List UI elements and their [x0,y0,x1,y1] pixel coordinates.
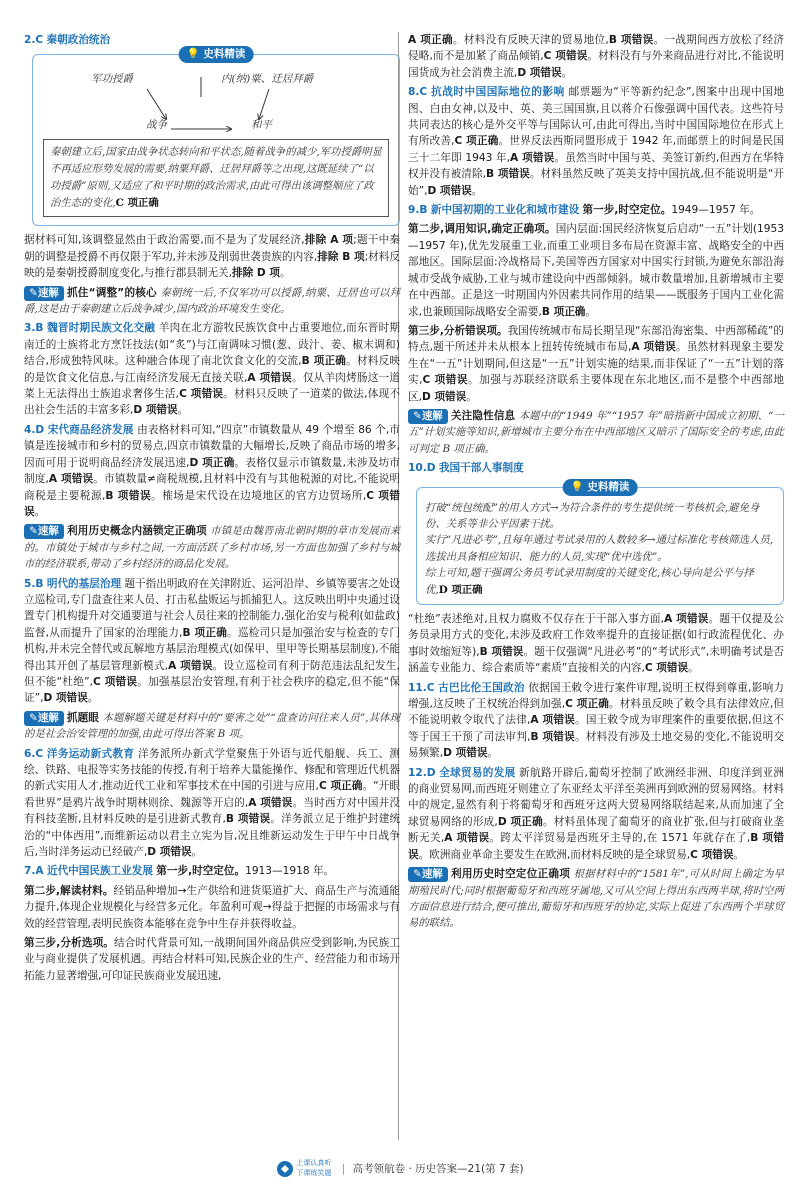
q3-t4: 。材料只反映了一道菜的做法,体现不出社会生活的丰富多彩, [24,388,401,417]
q5-tip-badge: ✎速解 [24,711,64,726]
q12-t5: 。 [733,848,745,861]
q2-number: 2.C [24,34,44,46]
q7-number: 7.A [24,865,44,878]
q12-r4: C 项错误 [690,848,734,861]
q6-t5: 。 [191,846,203,859]
q10 [408,460,784,476]
q12-tip-badge-text: 速解 [421,868,443,881]
q4-text: 由表格材料可知,“四京”市镇数量从 49 个增至 86 个,市镇是连接城市和乡村的贸易点,四京市镇数量的大幅增长,反映了商品市场的增多,因而可用于说明商品经济发展迅速, [24,423,401,469]
q12-text: 新航路开辟后,葡萄牙控制了欧洲经非洲、印度洋到亚洲的商业贸易网,而西班牙则建立了东亚经太平洋至美洲再到欧洲的贸易网络。材料中的规定,显然有利于将葡萄牙和西班牙这两大贸易网络联结起来,从而加速了全球贸易网络的形成, [408,766,784,828]
q9-tip-badge-text: 速解 [421,409,443,422]
q2-reading-box [32,48,400,226]
q9-step2-text: 国内层面:国民经济恢复后启动“一五”计划(1953—1957 年),优先发展重工业,而重工业项目多布局在资源丰富、战略安全的中西部地区。国际层面:冷战格局下,美国等西方国家对中国实行封锁,为避免东部沿海城市受战争威胁,工业与城市建设向中西部倾斜。城市数量增加,且新增城市主要在中西部。正是这一时期国内外因素共同作用的结果——既服务于国内工业化需求,也兼顾国际战略安全需要, [408,223,784,318]
q12-t4: 。欧洲商业革命主要发生在欧洲,而材料反映的是全球贸易, [418,848,691,861]
q2-hand-text: 秦朝建立后,国家由战争状态转向和平状态,随着战争的减少,军功授爵明显不再适应形势发展的需要,纳粟拜爵、迁居拜爵等之出现,这既延续了“以功授爵”原则,又适应了和平时期的政治需求,由此可得出该调整顺应了政治生态的变化, [50,146,383,210]
q6-text: 洋务派所办新式学堂聚焦于外语与近代船舰、兵工、测绘、铁路、电报等实务技能的传授,有利于培养大量能操作、修配和管理近代机器的新式实用人才,推动近代工业和军事技术在中国的引进与应用, [24,747,401,793]
q12 [408,765,784,863]
q10-r2: B 项错误 [479,645,524,658]
q8-t4: 。材料虽然反映了英美支持中国抗战,但不能说明是“开始”, [408,168,785,197]
q8-r2: A 项错误 [510,151,555,164]
q4-tip-badge-text: 速解 [37,525,59,538]
q9 [408,202,784,218]
q4 [24,422,400,520]
q9-step1: 第一步,时空定位。 [582,204,672,217]
q3-r4: D 项错误 [133,404,178,417]
q7-step2-head: 第二步,解读材料。 [24,884,114,897]
q5 [24,576,400,707]
q10-hand-2: 实行“凡进必考”,且每年通过考试录用的人数较多→通过标准化考核筛选人员,选拔出具备相应知识、能力的人员,实现“优中选优”。 [425,534,774,563]
q12-t3: 。跨太平洋贸易是西班牙主导的,在 1571 年就存在了, [489,832,751,845]
diag-mid-node: 内(纳)粟、迁居拜爵 [221,73,314,86]
right-column [408,32,784,935]
q10-number: 10.D [408,462,436,475]
q3-r3: C 项错误 [179,388,224,401]
q4-t4: 。榷场是宋代设在边境地区的官方边贸场所, [151,489,367,502]
diag-bottom-left-node: 战争 [146,119,167,132]
q8-text: 邮票题为“平等新约纪念”,图案中出现中国地图、白由女神,以及中、英、美三国国旗,且以蒋介石像强调中国代表。这些符号共同表达的核心是外交平等与国际认可,由此可得出,当时中国国际地位在形式上有所改善, [408,86,785,148]
publisher-logo [276,1158,330,1180]
q7-t4: 。材料没有与外来商品进行对比,不能说明国货成为社会消费主流, [408,50,784,79]
q5-r4: D 项错误 [43,692,88,705]
q4-number: 4.D [24,423,45,436]
q9-tip [408,408,784,457]
q12-tip-head: 利用历史时空定位正确项 [450,868,571,881]
left-column [24,32,400,987]
q7-step2-text: 经销品种增加→生产供给和进货渠道扩大、商品生产与流通能力提升,体现企业规模化与经营多元化。年盈利可观→得益于把握的市场需求与有效的经营管理,表明民族资本能够在竞争中生存并获得收益。 [24,884,401,930]
q10-t2: 。题干仅提及公务员录用方式的变化,未涉及政府工作效率提升的直接证据(如行政流程优化、办事时效缩短等), [408,613,785,658]
q7-r1: A 项正确 [408,34,453,46]
q2-badge-text: 史料精读 [203,48,246,61]
q2-topic: 秦朝政治统治 [46,34,111,46]
q9-t3: 。加强与苏联经济联系主要体现在东北地区,而不是整个中西部地区, [408,374,784,403]
q9-tip-badge: ✎速解 [408,409,448,424]
q4-tip-head: 利用历史概念内涵锁定正确项 [66,525,207,538]
q2-reading-box-text [43,139,389,217]
q12-tip [408,866,784,932]
q2-p1f: 排除 D 项 [232,267,280,280]
q11-topic: 古巴比伦王国政治 [438,681,525,694]
q12-t2: 。材料虽体现了葡萄牙的商业扩张,但与打破商业垄断无关, [408,815,784,845]
q6 [24,746,400,861]
q2-p1c: ;题干中秦朝的调整是授爵不再仅限于军功,并未涉及削弱世袭贵族的内容, [24,234,400,263]
q2-tip-text: 秦朝统一后,不仅军功可以授爵,纳粟、迁居也可以拜爵,这是由于秦朝建立后战争减少,国内政治环境发生变化。 [24,286,400,316]
q6-r2: A 项错误 [248,796,293,809]
q8-topic: 抗战时中国国际地位的影响 [431,86,565,99]
footer-text: 高考领航卷 · 历史答案—21(第 7 套) [352,1163,524,1175]
q5-tip [24,710,400,743]
q8 [408,84,784,199]
q7-step3-head: 第三步,分析选项。 [24,937,115,950]
q12-r3: B 项错误 [408,832,784,861]
logo-icon [276,1160,294,1178]
q10-text: “杜绝”表述绝对,且权力腐败不仅存在于干部入事方面, [408,613,665,625]
q12-r1: D 项正确 [497,815,543,828]
q6-r1: C 项正确 [318,780,363,793]
q10-t4: 。 [688,662,699,675]
q5-number: 5.B [24,577,44,590]
q9-tip-text: 本题中的“1949 年”“1957 年”暗指新中国成立初期、“一五”计划实施等知识,新增城市主要分布在中西部地区又暗示了国际安全的考虑,由此可判定 B 项正确。 [408,409,784,455]
q11-number: 11.C [408,681,435,694]
q10-r1: A 项错误 [664,613,709,625]
q9-r1: A 项错误 [631,341,677,354]
q4-topic: 宋代商品经济发展 [47,423,134,436]
q11-t5: 。 [487,747,499,760]
q7-step1: 第一步,时空定位。 [156,865,246,878]
q6-t3: 。当时西方对中国并没有科技垄断,且材料反映的是引进新式教育, [24,796,401,826]
q2-explain [24,232,400,281]
q5-t3: 。设立巡检司有利于防范违法乱纪发生,但不能“杜绝”, [24,659,400,688]
q4-tip-text: 市镇是由魏晋南北朝时期的草市发展而来的。市镇处于城市与乡村之间,一方面活跃了乡村市场,另一方面也加强了乡村与城市的经济联系,带动了乡村经济的商品化发展。 [24,525,401,571]
q4-t3: 。市镇数量≠商税规模,且材料中没有与其他税源的对比,不能说明商税是主要税源, [24,473,400,502]
q9-number: 9.B [408,204,428,217]
q2-tip-badge-text: 速解 [37,286,59,299]
q10-hand-3-end: D 项正确 [438,583,483,596]
diag-left-node: 军功授爵 [91,73,133,86]
q8-r4: D 项错误 [427,184,472,197]
q9-r3: D 项错误 [421,390,467,403]
q2-p1b: 排除 A 项 [304,234,354,247]
q10-reading-box [416,480,784,605]
q3 [24,320,400,418]
q7-r4: D 项错误 [517,66,562,79]
q10-badge-text: 史料精读 [587,480,630,493]
q9-r2: C 项错误 [422,374,469,387]
q4-r2: A 项错误 [48,473,94,486]
q12-topic: 全球贸易的发展 [439,766,516,779]
q5-tip-head: 抓题眼 [66,711,99,724]
q5-r1: B 项正确 [182,626,228,639]
q9-step3 [408,323,784,405]
q11-t4: 。材料没有涉及土地交易的变化,不能说明交易频繁, [408,730,784,760]
q12-r2: A 项错误 [444,832,490,845]
q9-r0: B 项正确 [541,305,586,318]
q2-hand-end: C 项正确 [115,197,159,210]
q11-t2: 。材料虽反映了敕令具有法律效应,但不能说明敕令取代了法律, [408,698,784,727]
q7-cont [408,32,784,81]
q3-r1: B 项正确 [301,355,347,368]
q12-number: 12.D [408,766,436,779]
q9-topic: 新中国初期的工业化和城市建设 [430,204,580,217]
q2-tip [24,285,400,318]
q8-t2: 。世界反法西斯同盟形成于 1942 年,而邮票上的时间是民国三十二年即 1943 年, [408,135,785,164]
q5-r2: A 项错误 [168,659,213,672]
q5-tip-badge-text: 速解 [37,711,59,724]
q5-t5: 。 [87,692,99,705]
q9-t2: 。虽然材料现象主要发生在“一五”计划期间,但这是“一五”计划实施的结果,而非保证了“一五”计划的落实, [408,341,785,387]
q9-step1-text: 1949—1957 年。 [671,204,761,217]
q7-t2: 。材料没有反映天津的贸易地位, [452,34,609,46]
diag-bottom-right-node: 和平 [251,119,272,132]
q2-p1d: 排除 B 项 [317,250,365,263]
q10-reading-badge: 💡 史料精读 [563,479,638,496]
q3-topic: 魏晋时期民族文化交融 [47,322,156,335]
q3-t2: 。材料反映的是饮食文化信息,与江南经济发展无直接关联, [24,355,401,384]
q3-number: 3.B [24,322,44,335]
q10-topic: 我国干部人事制度 [438,462,524,475]
q8-t5: 。 [471,184,483,197]
q3-t5: 。 [177,404,189,417]
q2-tip-badge: ✎速解 [24,286,64,301]
logo-line1: 上课认真听 [296,1159,332,1167]
q9-step3-head: 第三步,分析错误项。 [408,324,508,337]
q8-number: 8.C [408,86,428,99]
q3-t3: 。仅从羊肉烤肠这一道菜上无法得出士族追求奢侈生活, [24,371,401,401]
q4-t5: 。 [34,505,46,518]
q10-hand-1: 打破“统包统配”的用人方式→为符合条件的考生提供统一考核机会,避免身份、关系等非公平因素干扰。 [425,501,760,530]
q7-t3: 。一战期间西方放松了经济侵略,而不是加紧了商品倾销, [408,34,785,63]
q10-r3: C 项错误 [644,662,689,675]
q2-diagram [51,67,381,135]
q6-number: 6.C [24,747,44,760]
q9-step2 [408,221,784,319]
q6-r4: D 项错误 [147,846,192,859]
q6-t2: 。“开眼看世界”是鸦片战争时期林则徐、魏源等开启的, [24,780,401,809]
page-footer [0,1158,800,1180]
q11-r2: A 项错误 [530,714,576,727]
q5-tip-text: 本题解题关键是材料中的“要害之处”“盘查访问往来人员”,其体现的是社会治安管理的加强,由此可得出答案 B 项。 [24,711,400,741]
q2-tip-head: 抓住“调整”的核心 [66,286,157,299]
q2-reading-badge: 💡 史料精读 [179,46,254,63]
q6-topic: 洋务运动新式教育 [46,747,135,760]
q4-tip [24,523,400,572]
q11-t3: 。国王敕令成为审理案件的重要依据,但这不等于国王干预了司法审判, [408,714,785,743]
q12-tip-text: 根据材料中的“1581年”,可从时间上确定为早期殖民时代;同时根据葡萄牙和西班牙属地,又可从空间上得出东西两半球,将时空两方面信息进行结合,便可推出,葡萄牙和西班牙的协定,实际上促进了东西两个半球贸易的联结。 [408,868,784,930]
q7-step3-text: 结合时代背景可知,一战期间国外商品供应受到影响,为民族工业与商业提供了发展机遇。再结合材料可知,民族企业的生产、经营能力和市场开拓能力显著增强,可印证民族商业发展迅速, [24,937,401,982]
q10-hand-3 [425,565,775,598]
q7-r3: C 项错误 [543,50,588,63]
q11-r1: C 项正确 [565,698,609,711]
q10-explain [408,611,784,677]
q11-text: 依据国王敕令进行案件审理,说明王权得到尊重,影响力增强,这反映了王权统治得到加强, [408,681,784,711]
q10-t3: 。题干仅强调“凡进必考”的“考试形式”,未明确考试是否涵盖专业能力、综合素质等“素质”直接相关的内容, [408,645,784,675]
q4-t2: 。表格仅显示市镇数量,未涉及坊市制度, [24,456,400,486]
q8-r3: B 项错误 [486,168,530,181]
q8-r1: C 项正确 [454,135,499,148]
q9-tip-head: 关注隐性信息 [450,409,516,422]
q11-r3: B 项错误 [530,730,575,743]
q3-r2: A 项错误 [247,371,293,384]
q5-topic: 明代的基层治理 [46,577,122,590]
footer-separator: | [341,1163,346,1175]
q4-r3: B 项错误 [105,489,152,502]
q2-p1: 据材料可知,该调整显然由于政治需要,而不是为了发展经济, [24,234,305,247]
q10-hand-3-text: 综上可知,题干强调公务员考试录用制度的关键变化,核心导向是公平与择优, [425,567,754,596]
q6-r3: B 项错误 [225,813,271,826]
q2-p1e: ;材料反映的是秦朝授爵制度变化,与推行郡县制无关, [24,250,400,280]
q9-step2-head: 第二步,调用知识,确定正确项。 [408,223,556,236]
q6-t4: 。洋务派立足于维护封建统治的“中体西用”,而维新运动以君主立宪为旨,况且维新运动发生于甲午中日战争后,当时洋务运动已经破产, [24,813,401,859]
logo-line2: 下课练笑题 [296,1169,332,1177]
q4-tip-badge: ✎速解 [24,524,64,539]
q7 [24,863,400,879]
q9-t0: 。 [585,305,596,318]
q2-p1g: 。 [279,267,291,280]
q3-text: 羊肉在北方游牧民族饮食中占重要地位,而东晋时期南迁的士族将北方烹饪技法(如“炙”)与江南调味习惯(葱、豉汁、姜、椒末调和)结合,形成独特风味。这种融合体现了南北饮食文化的交流, [24,322,401,368]
q7-step3 [24,935,400,984]
q11 [408,680,784,762]
q5-t4: 。加强基层治安管理,有利于社会秩序的稳定,但不能“保证”, [24,675,400,705]
q5-r3: C 项错误 [92,675,138,688]
q9-step3-text: 我国传统城市布局长期呈现“东部沿海密集、中西部稀疏”的特点,题干所述并未从根本上扭转传统城市布局, [408,324,784,354]
q4-r1: D 项正确 [189,456,235,469]
q4-r4: C 项错误 [24,489,401,518]
q12-tip-badge: ✎速解 [408,867,448,882]
q11-r4: D 项错误 [443,747,488,760]
q7-step1-text: 1913—1918 年。 [245,865,335,878]
q9-t4: 。 [466,390,477,403]
q7-t5: 。 [561,66,573,79]
q7-topic: 近代中国民族工业发展 [46,865,153,878]
q7-step2 [24,883,400,932]
q7-r2: B 项错误 [608,34,654,46]
q5-text: 题干指出明政府在关津附近、运河沿岸、乡镇等要害之处设立巡检司,专门盘查往来人员、打击私盐贩运与抓捕犯人。这反映出明中央通过设置专门机构提升对交通要道与社会人员往来的控制能力,强化治安与税利(如盐政)监督,从而提升了国家的治理能力, [24,577,400,639]
q5-t2: 。巡检司只是加强治安与检查的专门机构,并未完全替代或瓦解地方基层治理模式(如保甲、里甲等长期基层制度),不能得出其开创了基层管理新模式, [24,626,401,672]
q8-t3: 。虽然当时中国与英、美签订新约,但西方在华特权并没有被清除, [408,151,785,181]
